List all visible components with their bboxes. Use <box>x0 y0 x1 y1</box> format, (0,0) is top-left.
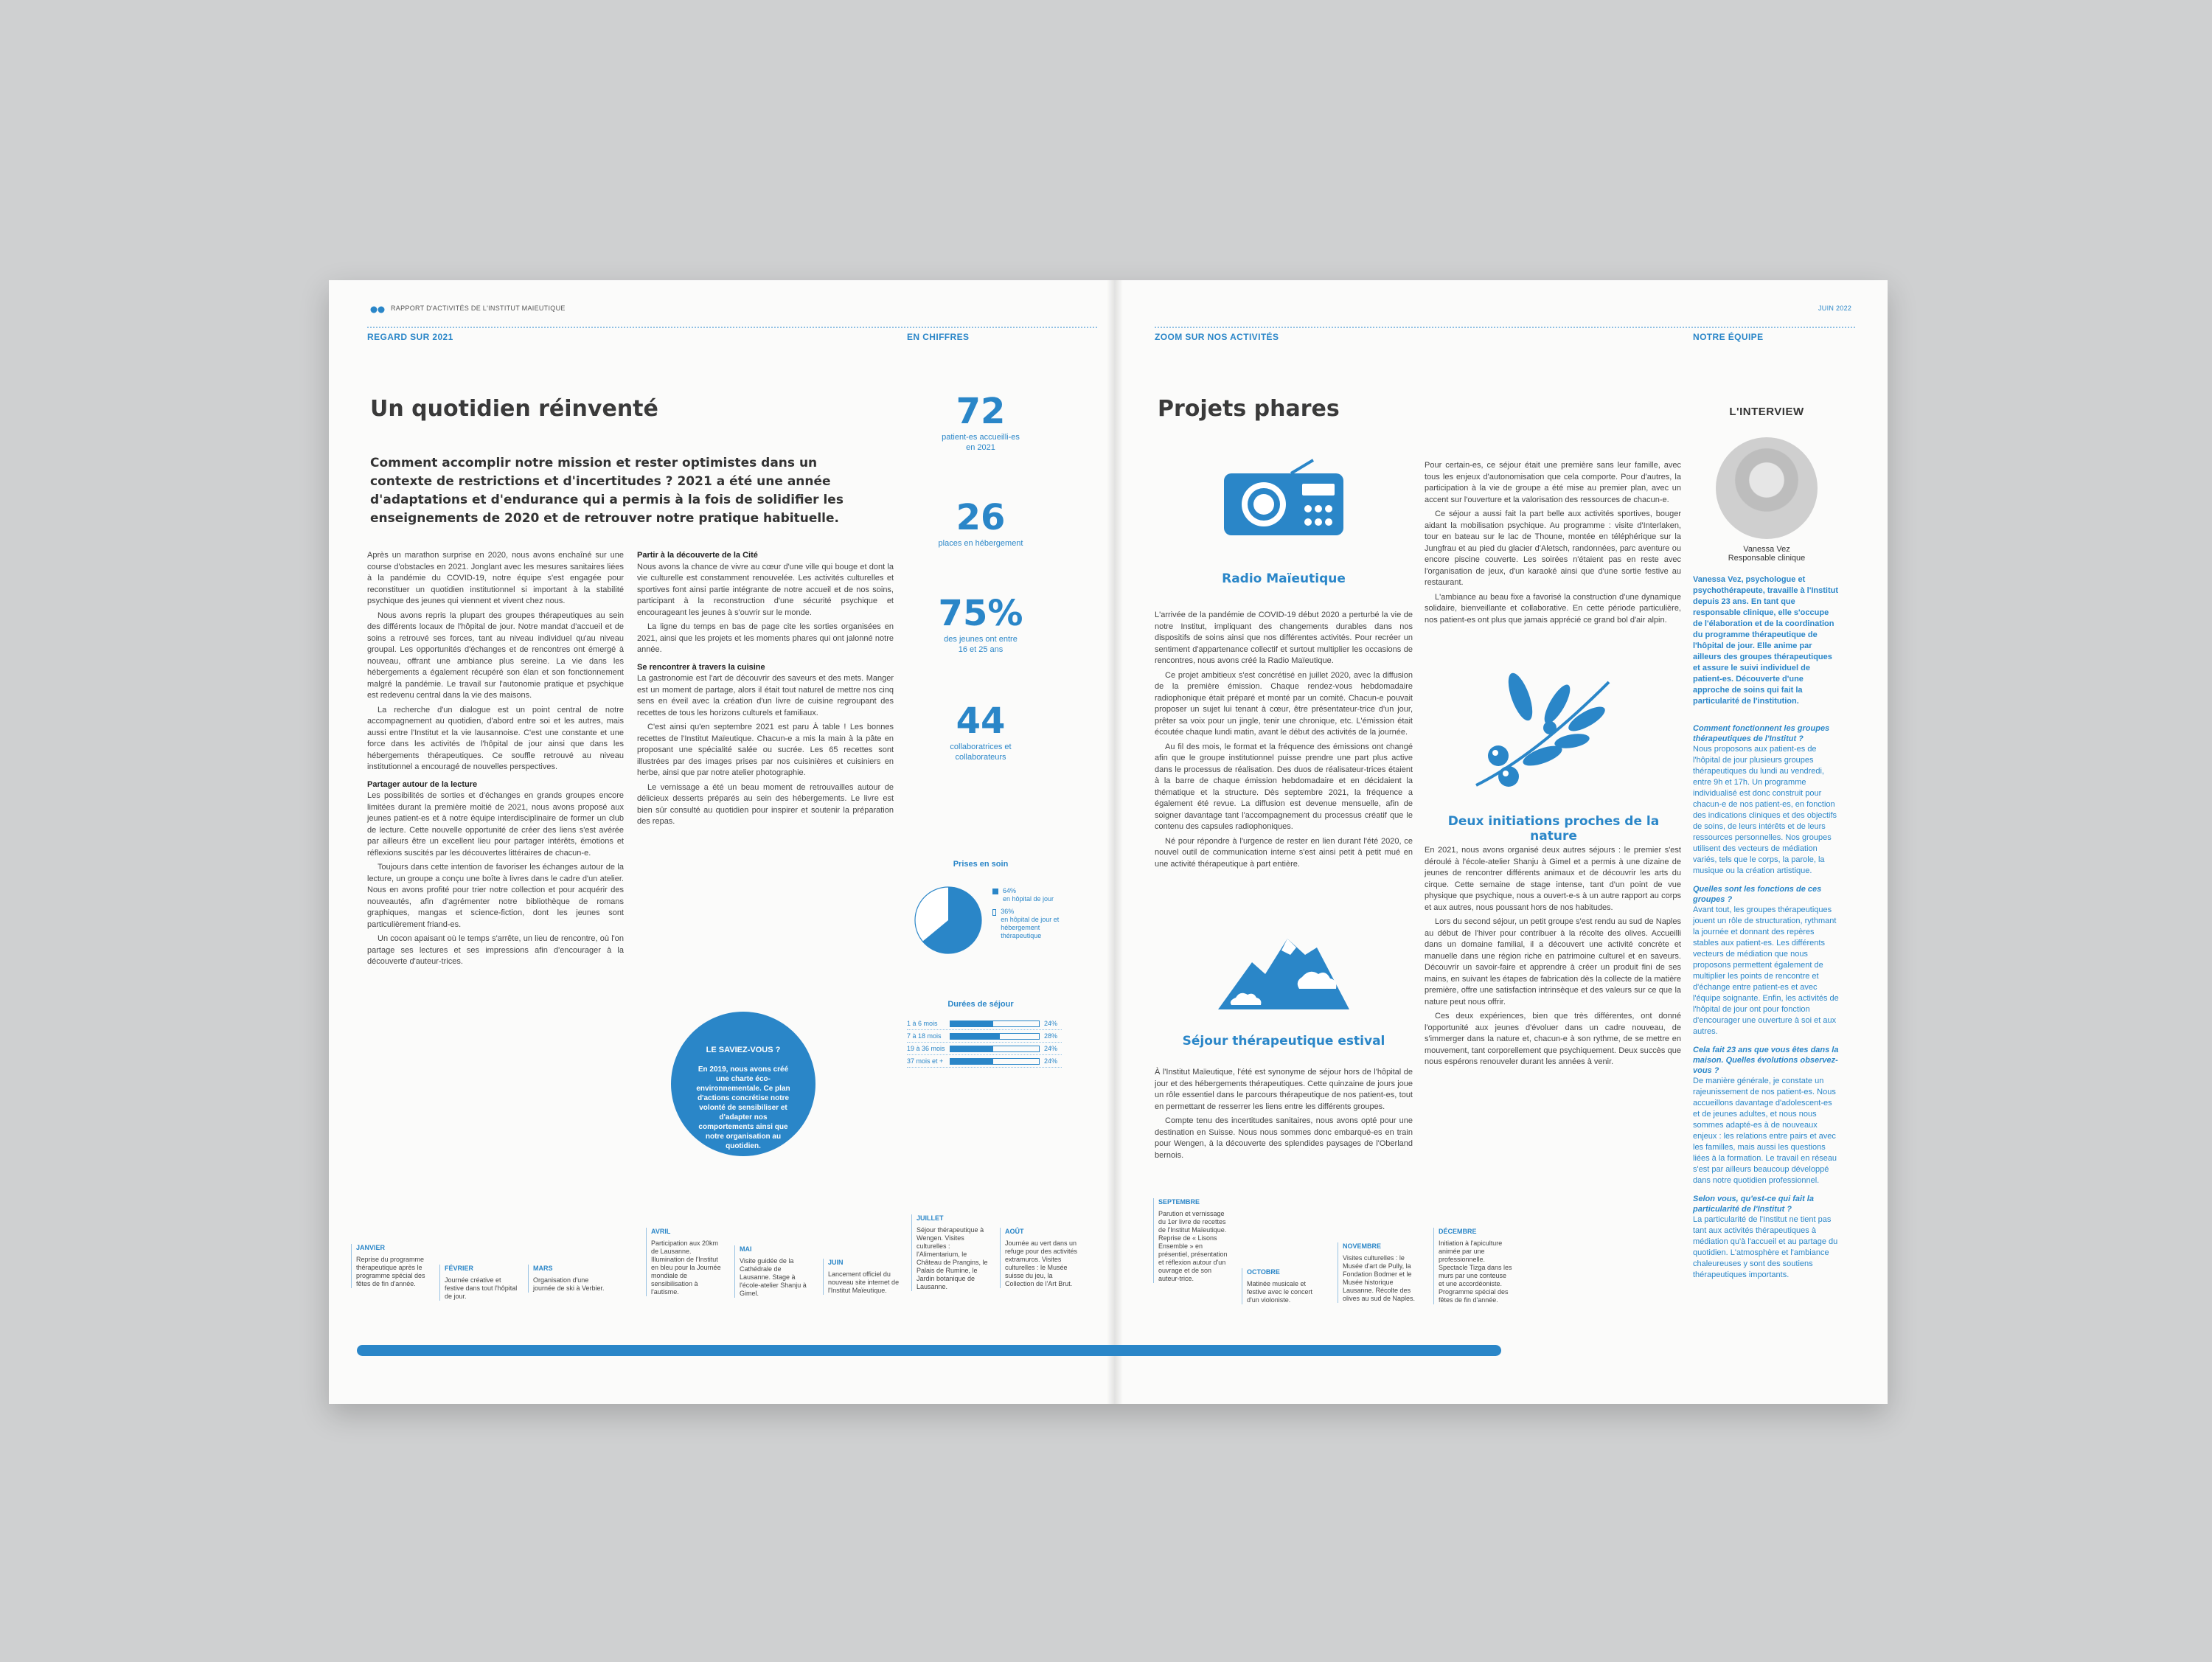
nature-title: Deux initiations proches de la nature <box>1447 814 1660 844</box>
duree-label: 19 à 36 mois <box>907 1045 945 1052</box>
duree-row <box>907 1030 1062 1043</box>
paragraph: L'ambiance au beau fixe a favorisé la construction d'une dynamique solidaire, bienveillante et collaborative. En cette période particulière, nos patient-es ont plus que jamais apprécié ce grand bol d'air alpin. <box>1425 592 1681 625</box>
stat-caption: places en hébergement <box>938 539 1023 548</box>
saviez-text: En 2019, nous avons créé une charte éco-environnementale. Ce plan d'actions concrétise notre volonté de sensibiliser et d'adapter nos comportements ainsi que notre organisation au quotidien. <box>696 1065 790 1150</box>
timeline-text: Journée créative et festive dans tout l'hôpital de jour. <box>445 1276 518 1300</box>
duree-bar <box>950 1021 993 1026</box>
timeline-month: SEPTEMBRE <box>1158 1198 1200 1206</box>
timeline-entry <box>528 1265 607 1293</box>
paragraph: Né pour répondre à l'urgence de rester en lien durant l'été 2020, ce nouvel outil de communication interne s'est ainsi petit à petit mué en une activité thérapeutique à part entière. <box>1155 836 1413 869</box>
timeline-month: FÉVRIER <box>445 1265 474 1272</box>
stat-places <box>907 497 1054 549</box>
interview-intro: Vanessa Vez, psychologue et psychothérapeute, travaille à l'Institut depuis 23 ans. En tant que responsable clinique, elle s'occupe de l'élaboration et de la coordination du programme thérapeutique de l'hôpital de jour. Elle anime par ailleurs des groupes thérapeutiques et assure le suivi individuel de patient-es. Découverte d'une approche de soins qui fait la particularité de l'institution. <box>1693 575 1839 706</box>
interview-label: L'INTERVIEW <box>1729 406 1804 418</box>
timeline-month: MAI <box>740 1245 752 1253</box>
duree-label: 37 mois et + <box>907 1057 944 1065</box>
timeline-entry <box>439 1265 518 1301</box>
legend-item <box>992 887 1066 903</box>
page-title-right: Projets phares <box>1158 396 1340 422</box>
paragraph: C'est ainsi qu'en septembre 2021 est paru À table ! Les bonnes recettes de l'Institut Maïeutique. Chacun-e a mis la main à la pâte en proposant une spécialité salée ou sucrée. Les 65 recettes sont illustrées par des images prises par nos cuisinières et cuisiniers en herbe, ainsi que par notre atelier photographie. <box>637 723 894 777</box>
duree-bar-track <box>950 1046 1040 1052</box>
column-left-1 <box>367 550 624 971</box>
timeline-entry <box>734 1245 813 1298</box>
timeline-text: Organisation d'une journée de ski à Verbier. <box>533 1276 605 1292</box>
timeline-entry <box>911 1214 990 1291</box>
nature-text <box>1425 845 1681 1071</box>
stat-number: 26 <box>956 497 1006 538</box>
radio-title: Radio Maïeutique <box>1222 571 1346 586</box>
timeline-month: MARS <box>533 1265 553 1272</box>
legend-label: en hôpital de jour <box>1003 895 1054 903</box>
interview-answer: Avant tout, les groupes thérapeutiques jouent un rôle de structuration, rythmant la journée et donnant des repères stables aux patient-es. Les différents vecteurs de médiation que nous proposons permettent également de multiplier les points de rencontre et d'échange entre patient-es et avec l'équipe soignante. Enfin, les activités de l'hôpital de jour ont pour fonction d'encourager une ouverture à soi et aux autres. <box>1693 905 1839 1036</box>
timeline-text: Initiation à l'apiculture animée par une professionnelle. Spectacle Tizga dans les murs par une conteuse et une accordéoniste. Programme spécial des fêtes de fin d'année. <box>1439 1239 1512 1304</box>
timeline-left <box>351 1198 1088 1300</box>
sejour-title: Séjour thérapeutique estival <box>1182 1034 1385 1049</box>
duree-label: 1 à 6 mois <box>907 1020 938 1027</box>
column-left-2 <box>637 550 894 831</box>
newspaper-spread <box>329 280 1888 1404</box>
duree-pct: 28% <box>1044 1032 1058 1040</box>
paragraph: Le vernissage a été un beau moment de retrouvailles autour de délicieux desserts préparés au sein des hébergements. Le livre est bien sûr consulté au quotidien pour inspirer et soutenir la préparation des repas. <box>637 782 894 826</box>
timeline-text: Matinée musicale et festive avec le concert d'un violoniste. <box>1247 1280 1313 1304</box>
quote-mark-icon <box>370 305 385 318</box>
stat-number: 75% <box>938 593 1023 634</box>
paragraph: En 2021, nous avons organisé deux autres séjours : le premier s'est déroulé à l'école-atelier Shanju à Gimel et a permis à une dizaine de jeunes de rencontrer différents animaux et de découvrir les arts du cirque. Cette semaine de stage intense, tant d'un point de vue physique que psychique, nous a ouvert-e-s à un autre rapport au corps et aux autres, nous poussant hors de nos habitudes. <box>1425 846 1681 912</box>
interview-question: Cela fait 23 ans que vous êtes dans la maison. Quelles évolutions observez-vous ? <box>1693 1046 1839 1075</box>
paragraph: Ce projet ambitieux s'est concrétisé en juillet 2020, avec la diffusion de la première émission. Chaque rendez-vous hebdomadaire radiophonique était préparé et monté par un comité. Chacun-e pouvait proposer un sujet lui tenant à cœur, être présentateur-trice d'un jour, prêter sa voix pour un jingle, tenir une chronique, etc. L'émission était écoutée chaque lundi matin, avant le début des activités de la journée. <box>1155 670 1413 737</box>
avatar <box>1716 437 1818 539</box>
timeline-right <box>1153 1198 1566 1304</box>
timeline-month: AOÛT <box>1005 1228 1024 1235</box>
interview-column <box>1693 406 1840 1281</box>
section-label-zoom: ZOOM SUR NOS ACTIVITÉS <box>1155 332 1279 342</box>
legend-swatch <box>992 889 998 894</box>
section-label-equipe: NOTRE ÉQUIPE <box>1693 332 1764 342</box>
interviewee-name: Vanessa Vez <box>1743 545 1790 554</box>
legend-item <box>992 908 1066 940</box>
page-title-left: Un quotidien réinventé <box>370 396 658 422</box>
timeline-text: Lancement officiel du nouveau site internet de l'Institut Maïeutique. <box>828 1270 900 1294</box>
timeline-text: Séjour thérapeutique à Wengen. Visites culturelles : l'Alimentarium, le Château de Prangins, le Palais de Rumine, le Jardin botanique de Lausanne. <box>917 1226 988 1290</box>
paragraph: Toujours dans cette intention de favoriser les échanges autour de la lecture, un groupe a conçu une boîte à livres dans le cadre d'un atelier. Nous en avons profité pour trier notre collection et pour acquérir des nouveautés, afin d'agrémenter notre bibliothèque de romans graphiques, mangas et science-fiction, dont les jeunes sont particulièrement friand-es. <box>367 863 624 929</box>
stat-number: 44 <box>956 700 1006 742</box>
legend-swatch <box>992 909 996 916</box>
paragraph: Nous avons repris la plupart des groupes thérapeutiques au sein des différents locaux de l'hôpital de jour. Notre mandat d'accueil et de soins a retrouvé ses forces, tant au niveau individuel qu'au niveau groupal. Les opportunités d'échanges et de rencontres ont émergé à nouveau, offrant une ambiance plus sereine. La vie dans les hébergements a également récupéré son élan et son fonctionnement malgré la pandémie. Le travail sur l'autonomie pratique et psychique est redevenu central dans la vie des maisons. <box>367 611 624 700</box>
saviez-title: LE SAVIEZ-VOUS ? <box>706 1046 781 1054</box>
timeline-month: DÉCEMBRE <box>1439 1228 1477 1235</box>
paragraph: La recherche d'un dialogue est un point central de notre accompagnement au quotidien, d'abord entre soi et les autres, mais aussi entre l'Institut et la vie lausannoise. C'est une constante et une force dans les activités de l'hôpital de jour ainsi que dans les hébergements thérapeutiques. Ce souffle retrouvé au niveau institutionnel a encouragé de nouvelles perspectives. <box>367 705 624 771</box>
paragraph: L'arrivée de la pandémie de COVID-19 début 2020 a perturbé la vie de notre Institut, impliquant des changements durables dans nos dispositifs de soins ainsi que nos différentes activités. Pour recréer un sentiment d'appartenance collectif et surtout multiplier les occasions de rencontres, nous avons créé la Radio Maïeutique. <box>1155 611 1413 665</box>
running-header: RAPPORT D'ACTIVITÉS DE L'INSTITUT MAIEUTIQUE <box>391 305 566 312</box>
duree-row <box>907 1055 1062 1068</box>
timeline-month: JUIN <box>828 1259 844 1266</box>
section-label-chiffres: EN CHIFFRES <box>907 332 970 342</box>
timeline-entry <box>1242 1268 1321 1304</box>
stat-patients <box>907 391 1054 453</box>
stat-age <box>907 593 1054 655</box>
duree-pct: 24% <box>1044 1045 1058 1052</box>
paragraph: Pour certain-es, ce séjour était une première sans leur famille, avec tous les enjeux d'autonomisation que cela comporte. Pour d'autres, la participation à la vie de groupe a été mise au premier plan, avec un accent sur l'ouverture et la valorisation des ressources de chacun-e. <box>1425 461 1681 504</box>
timeline-month: NOVEMBRE <box>1343 1242 1382 1250</box>
paragraph: Lors du second séjour, un petit groupe s'est rendu au sud de Naples au début de l'hiver pour contribuer à la récolte des olives. Accueilli dans un domaine familial, il a découvert une activité concrète et manuelle dans une région riche en patrimoine culturel et en saveurs. Découvrir un savoir-faire et apprendre à créer un produit fini de ses mains, en suivant les étapes de fabrication dès la collecte de la matière première, offre une satisfaction intrinsèque et des valeurs sur ce que la nature peut nous offrir. <box>1425 917 1681 1006</box>
interviewee-role: Responsable clinique <box>1728 554 1806 563</box>
subheading: Partager autour de la lecture <box>367 779 478 789</box>
timeline-entry <box>1433 1228 1512 1304</box>
timeline-text: Parution et vernissage du 1er livre de recettes de l'Institut Maïeutique. Reprise de « Lisons Ensemble » en présentiel, présentation et réflexion autour d'un ouvrage et de son auteur-trice. <box>1158 1210 1228 1282</box>
timeline-entry <box>1338 1242 1416 1303</box>
stat-number: 72 <box>956 391 1006 432</box>
timeline-month: AVRIL <box>651 1228 671 1235</box>
paragraph: Les possibilités de sorties et d'échanges en grands groupes encore limitées durant la première moitié de 2021, nous avons proposé aux jeunes patient-es et à notre équipe interdisciplinaire de former un club de lecture. Cette nouvelle opportunité de créer des liens s'est avérée par ailleurs être un excellent lieu pour partager intérêts, émotions et réflexions suscités par les découvertes littéraires de chacun-e. <box>367 791 624 858</box>
interview-question: Comment fonctionnent les groupes thérapeutiques de l'Institut ? <box>1693 724 1830 743</box>
legend-pct: 64% <box>1003 887 1017 894</box>
duree-bar <box>950 1059 993 1064</box>
pie-chart <box>911 883 985 961</box>
sejour-continued <box>1425 460 1681 629</box>
subheading: Se rencontrer à travers la cuisine <box>637 662 765 672</box>
timeline-entry <box>1000 1228 1079 1288</box>
stat-caption: collaboratrices et collaborateurs <box>950 743 1012 762</box>
paragraph: Ces deux expériences, bien que très différentes, ont donné l'opportunité aux jeunes d'évoluer dans un cadre nouveau, de s'immerger dans la nature et, chacun-e à son rythme, de se mettre en mouvement, tant corporellement que psychiquement. Deux succès que nous espérons renouveler durant les années à venir. <box>1425 1012 1681 1066</box>
timeline-entry <box>646 1228 725 1296</box>
paragraph: Après un marathon surprise en 2020, nous avons enchaîné sur une course d'obstacles en 2021. Jonglant avec les mesures sanitaires liées à la pandémie du COVID-19, notre équipe s'est engagée pour reconstituer un quotidien institutionnel si important à la stabilité psychique des jeunes qui viennent et vivent chez nous. <box>367 551 624 605</box>
duree-pct: 24% <box>1044 1020 1058 1027</box>
timeline-entry <box>351 1244 430 1288</box>
legend-pct: 36% <box>1001 908 1015 915</box>
section-label-regard: REGARD SUR 2021 <box>367 332 453 342</box>
sejour-text <box>1155 1067 1413 1164</box>
pie-legend <box>992 887 1066 940</box>
timeline-entry <box>823 1259 902 1295</box>
paragraph: Un cocon apaisant où le temps s'arrête, un lieu de rencontre, où l'on partage ses lectures et ses impressions afin d'encourager à la découverte d'auteur-trices. <box>367 934 624 966</box>
duree-label: 7 à 18 mois <box>907 1032 942 1040</box>
duree-bar <box>950 1046 993 1051</box>
timeline-text: Journée au vert dans un refuge pour des activités extramuros. Visites culturelles : le Musée suisse du jeu, la Collection de l'Art Brut. <box>1005 1239 1078 1287</box>
interview-answer: La particularité de l'Institut ne tient pas tant aux activités thérapeutiques à médiation qu'à l'accueil et au partage du quotidien. L'atmosphère et l'ambiance chaleureuses y sont des soutiens thérapeutiques importants. <box>1693 1215 1838 1279</box>
duree-pct: 24% <box>1044 1057 1058 1065</box>
mountain-icon <box>1214 933 1354 1018</box>
timeline-text: Participation aux 20km de Lausanne. Illumination de l'Institut en bleu pour la Journée mondiale de sensibilisation à l'autisme. <box>651 1239 721 1296</box>
timeline-month: JUILLET <box>917 1214 944 1222</box>
timeline-text: Visite guidée de la Cathédrale de Lausanne. Stage à l'école-atelier Shanju à Gimel. <box>740 1257 807 1297</box>
duree-bar-track <box>950 1058 1040 1065</box>
paragraph: Nous avons la chance de vivre au cœur d'une ville qui bouge et dont la vie culturelle est constamment renouvelée. Les activités culturelles et sportives font ainsi partie intégrante de notre accueil et de nos soins, participant à la reconstruction d'une sécurité psychique et encourageant les jeunes à s'ouvrir sur le monde. <box>637 562 894 617</box>
paragraph: La ligne du temps en bas de page cite les sorties organisées en 2021, ainsi que les projets et les moments phares qui ont jalonné notre année. <box>637 622 894 654</box>
timeline-month: JANVIER <box>356 1244 386 1251</box>
timeline-entry <box>1153 1198 1232 1283</box>
center-fold <box>1107 280 1123 1404</box>
olive-branch-icon <box>1469 667 1616 796</box>
timeline-bar <box>357 1345 1501 1356</box>
duree-bar <box>950 1034 1000 1039</box>
stat-staff <box>907 700 1054 762</box>
running-header-date: JUIN 2022 <box>1818 305 1852 312</box>
paragraph: La gastronomie est l'art de découvrir des saveurs et des mets. Manger est un moment de partage, alors il était tout naturel de mettre nos cinq sens en éveil avec la création d'un livre de cuisine regroupant des recettes de tous les horizons culturels et familiaux. <box>637 674 894 717</box>
durees-title: Durées de séjour <box>947 1000 1014 1009</box>
lede: Comment accomplir notre mission et rester optimistes dans un contexte de restrictions et d'incertitudes ? 2021 a été une année d'adaptations et d'endurance qui a permis à la fois de solidifier les enseignements de 2020 et de retrouver notre pratique habituelle. <box>370 456 844 526</box>
radio-icon <box>1221 457 1346 542</box>
stat-caption: patient-es accueilli-es en 2021 <box>942 433 1020 452</box>
duree-row <box>907 1043 1062 1055</box>
duree-bar-track <box>950 1033 1040 1040</box>
paragraph: Compte tenu des incertitudes sanitaires, nous avons opté pour une destination en Suisse. Nous nous sommes donc embarqué-es en train pour Wengen, à la découverte des splendides paysages de l'Oberland bernois. <box>1155 1116 1413 1160</box>
interview-question: Selon vous, qu'est-ce qui fait la particularité de l'Institut ? <box>1693 1195 1814 1214</box>
stat-caption: des jeunes ont entre 16 et 25 ans <box>944 635 1018 654</box>
timeline-text: Visites culturelles : le Musée d'art de Pully, la Fondation Bodmer et le Musée historique Lausanne. Récolte des olives au sud de Naples. <box>1343 1254 1416 1302</box>
paragraph: À l'Institut Maïeutique, l'été est synonyme de séjour hors de l'hôpital de jour et des hébergements thérapeutiques. Cette quinzaine de jours joue un rôle essentiel dans le parcours thérapeutique de nos patient-es, tout en permettant de resserrer les liens entre les différents groupes. <box>1155 1068 1413 1111</box>
interview-answer: De manière générale, je constate un rajeunissement de nos patient-es. Nous accueillons davantage d'adolescent-es et de jeunes adultes, et nous nous sommes adapté-es à de nouveaux enjeux : les relations entre pairs et avec les familles, mais aussi les questions liées à la formation. Le travail en réseau s'est par ailleurs beaucoup développé dans notre quotidien professionnel. <box>1693 1077 1837 1185</box>
subheading: Partir à la découverte de la Cité <box>637 551 758 560</box>
pie-title: Prises en soin <box>953 860 1009 869</box>
interview-answer: Nous proposons aux patient-es de l'hôpital de jour plusieurs groupes thérapeutiques du lundi au vendredi, entre 9h et 17h. Un programme individualisé est donc construit pour chacun-e de nos patient-es, en fonction des indications cliniques et des objectifs de soins, de leurs intérêts et de leurs ressources personnelles. Nos groupes utilisent des vecteurs de médiation variés, tels que le corps, la parole, la musique ou la création artistique. <box>1693 745 1837 875</box>
duree-row <box>907 1018 1062 1030</box>
stats-column <box>907 391 1054 762</box>
duree-bar-track <box>950 1021 1040 1027</box>
paragraph: Au fil des mois, le format et la fréquence des émissions ont changé afin que le groupe institutionnel puisse prendre une part plus active dans le processus de réalisation. Des duos de réalisateur-trices étaient à la barre de chaque émission hebdomadaire et en décidaient la thématique et la structure. Dès septembre 2021, la fréquence a également été revue. La diffusion est devenue mensuelle, afin de soigner davantage tant l'accompagnement du processus créatif que le contenu des capsules radiophoniques. <box>1155 742 1413 831</box>
interview-question: Quelles sont les fonctions de ces groupes ? <box>1693 885 1822 904</box>
durees-chart <box>907 1018 1062 1068</box>
radio-text <box>1155 610 1413 873</box>
paragraph: Ce séjour a aussi fait la part belle aux activités sportives, bouger aidant la mobilisation psychique. Au programme : visite d'Interlaken, tour en bateau sur le lac de Thoune, montée en téléphérique sur la Jungfrau et au pied du glacier d'Aletsch, randonnées, parc aventure ou encore piscine couverte. Les soirées n'étaient pas en reste avec l'organisation de jeux, d'un karaoké ainsi que d'une sortie festive au restaurant. <box>1425 510 1681 587</box>
legend-label: en hôpital de jour et hébergement thérapeutique <box>1001 916 1060 939</box>
timeline-month: OCTOBRE <box>1247 1268 1280 1276</box>
saviez-vous-circle <box>671 1012 815 1156</box>
timeline-text: Reprise du programme thérapeutique après le programme spécial des fêtes de fin d'année. <box>356 1256 425 1287</box>
